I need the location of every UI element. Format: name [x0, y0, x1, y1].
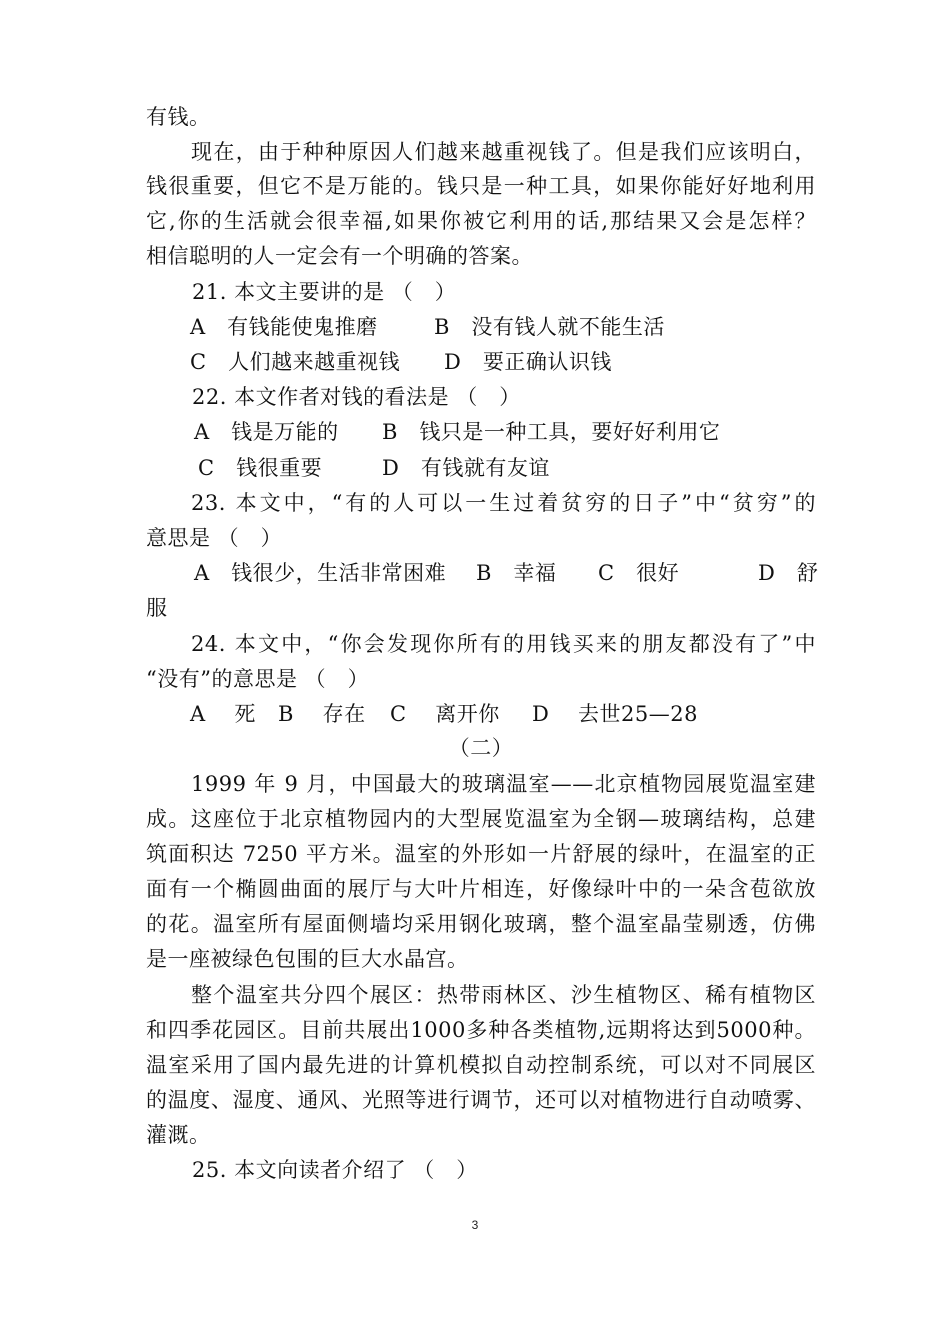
option-c[interactable]: C 离开你 [390, 702, 500, 726]
question-range: 25—28 [621, 702, 698, 726]
question-23-options [194, 556, 819, 590]
text-line: 灌溉。 [146, 1123, 211, 1147]
question-22-stem: 22. 本文作者对钱的看法是 （ ） [192, 385, 521, 409]
text-line: 它,你的生活就会很幸福,如果你被它利用的话,那结果又会是怎样？ [146, 209, 816, 233]
text-line: 成。这座位于北京植物园内的大型展览温室为全钢—玻璃结构，总建 [146, 807, 816, 831]
text-line: 筑面积达 7250 平方米。温室的外形如一片舒展的绿叶，在温室的正 [146, 842, 816, 866]
question-22-options-row-2 [198, 451, 816, 485]
section-heading: （二） [448, 736, 514, 760]
text-line: 现在，由于种种原因人们越来越重视钱了。但是我们应该明白， [191, 140, 816, 164]
option-b[interactable]: B 存在 [278, 702, 366, 726]
option-b[interactable]: B 幸福 [476, 561, 557, 585]
option-c[interactable]: C 很好 [598, 561, 680, 585]
question-24-stem: 24. 本文中，“你会发现你所有的用钱买来的朋友都没有了”中 [191, 632, 816, 656]
question-22-options-row-1 [194, 415, 816, 449]
question-21-stem: 21. 本文主要讲的是 （ ） [192, 280, 457, 304]
text-line: 有钱。 [146, 105, 211, 129]
text-line: 整个温室共分四个展区：热带雨林区、沙生植物区、稀有植物区 [191, 983, 816, 1007]
text-line: 相信聪明的人一定会有一个明确的答案。 [146, 244, 533, 268]
page-number: 3 [471, 1218, 479, 1232]
question-24-stem-cont: “没有”的意思是 （ ） [146, 667, 370, 691]
option-c[interactable]: C 人们越来越重视钱 [190, 350, 401, 374]
question-23-stem-cont: 意思是 （ ） [146, 526, 283, 550]
option-b[interactable]: B 钱只是一种工具，要好好利用它 [382, 420, 721, 444]
option-b[interactable]: B 没有钱人就不能生活 [434, 315, 665, 339]
text-line: 面有一个椭圆曲面的展厅与大叶片相连，好像绿叶中的一朵含苞欲放 [146, 877, 816, 901]
text-line: 和四季花园区。目前共展出1000多种各类植物,远期将达到5000种。 [146, 1018, 816, 1042]
option-a[interactable]: A 钱很少，生活非常困难 [194, 561, 447, 585]
text-line: 温室采用了国内最先进的计算机模拟自动控制系统，可以对不同展区 [146, 1053, 816, 1077]
option-a[interactable]: A 死 [190, 702, 256, 726]
option-d[interactable]: D 去世 [532, 702, 622, 726]
option-d[interactable]: D 要正确认识钱 [444, 350, 612, 374]
question-25-stem: 25. 本文向读者介绍了 （ ） [192, 1158, 478, 1182]
option-d[interactable]: D 舒 [758, 561, 819, 585]
question-23-stem: 23. 本文中，“有的人可以一生过着贫穷的日子”中“贫穷”的 [191, 491, 816, 515]
option-a[interactable]: A 有钱能使鬼推磨 [190, 315, 378, 339]
text-line: 钱很重要，但它不是万能的。钱只是一种工具，如果你能好好地利用 [146, 174, 816, 198]
text-line: 的温度、湿度、通风、光照等进行调节，还可以对植物进行自动喷雾、 [146, 1088, 816, 1112]
question-21-options-row-2 [190, 345, 816, 379]
question-24-options [190, 697, 816, 731]
option-d[interactable]: D 有钱就有友谊 [382, 456, 550, 480]
question-23-option-d-cont: 服 [146, 596, 168, 620]
option-a[interactable]: A 钱是万能的 [194, 420, 339, 444]
question-21-options-row-1 [190, 310, 816, 344]
text-line: 是一座被绿色包围的巨大水晶宫。 [146, 947, 469, 971]
text-line: 1999 年 9 月，中国最大的玻璃温室——北京植物园展览温室建 [191, 772, 816, 796]
text-line: 的花。温室所有屋面侧墙均采用钢化玻璃，整个温室晶莹剔透，仿佛 [146, 912, 816, 936]
option-c[interactable]: C 钱很重要 [198, 456, 323, 480]
